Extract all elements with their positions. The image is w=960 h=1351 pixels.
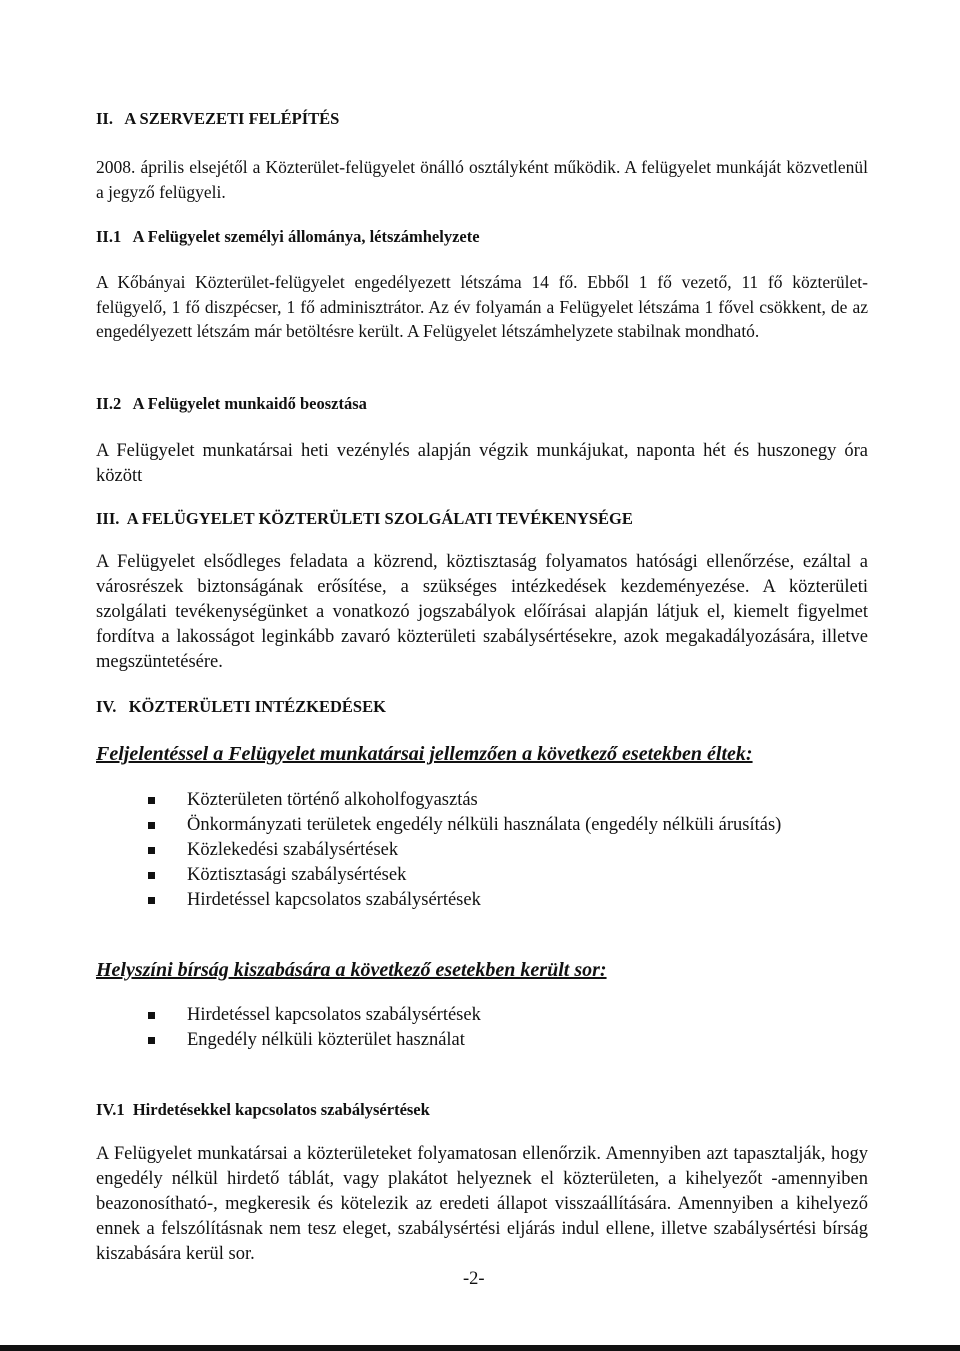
page-number: -2- <box>463 1269 485 1289</box>
section-ii1-heading: II.1 A Felügyelet személyi állománya, létszámhelyzete <box>96 227 480 246</box>
section-iv-heading: IV. KÖZTERÜLETI INTÉZKEDÉSEK <box>96 697 386 716</box>
list-item: Köztisztasági szabálysértések <box>148 863 781 888</box>
list-item: Hirdetéssel kapcsolatos szabálysértések <box>148 888 781 913</box>
section-ii1-paragraph: A Kőbányai Közterület-felügyelet engedélyezett létszáma 14 fő. Ebből 1 fő vezető, 11 fő közterület-felügyelő, 1 fő diszpécser, 1 fő adminisztrátor. Az év folyamán a Felügyelet létszáma 1 fővel csökkent, de az engedélyezett létszám már betöltésre került. A Felügyelet létszámhelyzete stabilnak mondható. <box>96 272 868 341</box>
section-ii2-heading: II.2 A Felügyelet munkaidő beosztása <box>96 394 367 413</box>
section-iv1-heading: IV.1 Hirdetésekkel kapcsolatos szabálysértések <box>96 1100 430 1119</box>
section-ii2-paragraph: A Felügyelet munkatársai heti vezénylés alapján végzik munkájukat, naponta hét és huszonegy óra között <box>96 441 868 486</box>
list-item: Engedély nélküli közterület használat <box>148 1028 481 1053</box>
section-iv1-paragraph: A Felügyelet munkatársai a közterületeket folyamatosan ellenőrzik. Amennyiben azt tapasztalják, hogy engedély nélkül hirdető táblát, vagy plakátot helyeznek el közterületen, a kihelyezőt -amennyiben beazonosítható-, megkeresik és kötelezik az eredeti állapot visszaállítására. Amennyiben a kihelyező ennek a felszólításnak nem tesz eleget, szabálysértési eljárás indul ellene, illetve szabálysértési bírság kiszabására kerül sor. <box>96 1144 868 1264</box>
list-item: Közlekedési szabálysértések <box>148 838 781 863</box>
bottom-rule <box>0 1345 960 1351</box>
section-iv-subheading-feljelentes: Feljelentéssel a Felügyelet munkatársai jellemzően a következő esetekben éltek: <box>96 743 753 765</box>
list-item: Hirdetéssel kapcsolatos szabálysértések <box>148 1003 481 1028</box>
birsag-list <box>148 1003 481 1053</box>
section-iii-heading: III. A FELÜGYELET KÖZTERÜLETI SZOLGÁLATI TEVÉKENYSÉGE <box>96 509 633 528</box>
list-item: Közterületen történő alkoholfogyasztás <box>148 788 781 813</box>
section-ii-paragraph: 2008. április elsejétől a Közterület-felügyelet önálló osztályként működik. A felügyelet munkáját közvetlenül a jegyző felügyeli. <box>96 157 868 202</box>
feljelentes-list <box>148 788 781 913</box>
list-item: Önkormányzati területek engedély nélküli használata (engedély nélküli árusítás) <box>148 813 781 838</box>
section-iii-paragraph: A Felügyelet elsődleges feladata a közrend, köztisztaság folyamatos hatósági ellenőrzése, ezáltal a városrészek biztonságának erősítése, a szükséges intézkedések kezdeményezése. A közterületi szolgálati tevékenységünket a vonatkozó jogszabályok előírásai alapján látjuk el, kiemelt figyelmet fordítva a lakosságot leginkább zavaró közterületi szabálysértésekre, azok megakadályozására, illetve megszüntetésére. <box>96 552 868 672</box>
section-ii-heading: II. A SZERVEZETI FELÉPÍTÉS <box>96 109 340 128</box>
section-iv-subheading-birsag: Helyszíni bírság kiszabására a következő esetekben került sor: <box>96 959 607 981</box>
